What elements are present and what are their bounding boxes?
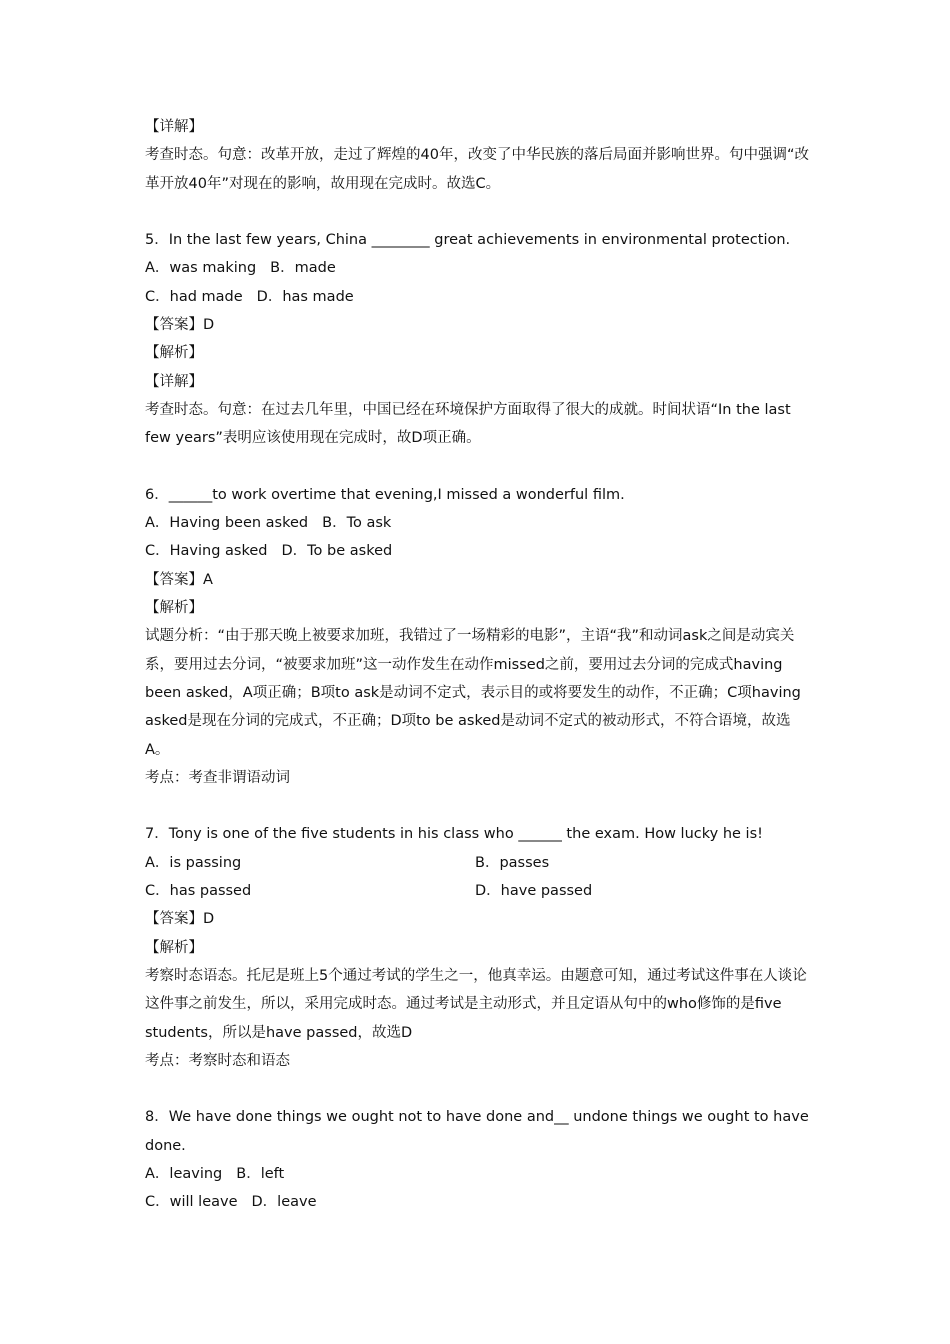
- options-row: [145, 509, 810, 537]
- option-a: A．Having been asked: [145, 515, 309, 532]
- explanation-text: 试题分析：“由于那天晚上被要求加班，我错过了一场精彩的电影”，主语“我”和动词ask之间是动宾关系，要用过去分词，“被要求加班”这一动作发生在动作missed之前，要用过去分词的完成式having been asked，A项正确；B项to ask是动词不定式，表示目的或将要发生的动作，不正确；C项having asked是现在分词的完成式，不正确；D项to be asked是动词不定式的被动形式，不符合语境，故选A。: [145, 628, 801, 758]
- option-b: B．left: [236, 1165, 285, 1182]
- answer-line: 【答案】D: [145, 911, 215, 928]
- option-d: D．has made: [256, 288, 354, 305]
- analysis-label: 【解析】: [145, 939, 203, 956]
- explanation-text: 考查时态。句意：改革开放，走过了辉煌的40年，改变了中华民族的落后局面并影响世界。句中强调“改革开放40年”对现在的影响，故用现在完成时。故选C。: [145, 147, 809, 192]
- kaodian-line: 考点：考察时态和语态: [145, 1052, 290, 1069]
- analysis-label: 【解析】: [145, 345, 203, 362]
- explanation-text: 考察时态语态。托尼是班上5个通过考试的学生之一，他真幸运。由题意可知，通过考试这件事在人谈论这件事之前发生，所以，采用完成时态。通过考试是主动形式，并且定语从句中的who修饰的是five students，所以是have passed，故选D: [145, 967, 807, 1041]
- options-row: [145, 283, 810, 311]
- option-d: D．To be asked: [281, 543, 393, 560]
- options-row: [145, 1188, 810, 1216]
- answer-blank: ______: [518, 826, 562, 843]
- option-a: A．is passing: [145, 854, 242, 871]
- kaodian-line: 考点：考查非谓语动词: [145, 769, 290, 786]
- question-stem: 7．Tony is one of the five students in his class who ______ the exam. How lucky he is!: [145, 826, 763, 843]
- detail-label: 【详解】: [145, 373, 203, 390]
- explanation-text: 考查时态。句意：在过去几年里，中国已经在环境保护方面取得了很大的成就。时间状语“In the last few years”表明应该使用现在完成时，故D项正确。: [145, 401, 791, 447]
- answer-blank: __: [554, 1109, 569, 1126]
- question-stem: 5．In the last few years, China ________ great achievements in environmental protection.: [145, 232, 791, 249]
- option-d: D．leave: [251, 1194, 317, 1211]
- answer-blank: ________: [371, 232, 430, 249]
- option-c: C．has passed: [145, 883, 252, 900]
- answer-line: 【答案】A: [145, 571, 213, 588]
- document-page: [145, 113, 810, 1217]
- option-d: D．have passed: [475, 883, 593, 900]
- detail-label: 【详解】: [145, 119, 203, 135]
- options-row: [145, 537, 810, 565]
- options-row: [145, 1160, 810, 1188]
- question-stem: 8．We have done things we ought not to have done and__ undone things we ought to have done.: [145, 1109, 809, 1154]
- options-row: [145, 877, 810, 905]
- question-stem: 6．______to work overtime that evening,I missed a wonderful film.: [145, 486, 625, 503]
- option-b: B．made: [270, 260, 336, 277]
- option-c: C．will leave: [145, 1194, 238, 1211]
- analysis-label: 【解析】: [145, 600, 203, 617]
- option-b: B．passes: [475, 854, 550, 871]
- option-a: A．was making: [145, 260, 257, 277]
- options-row: [145, 254, 810, 282]
- option-b: B．To ask: [322, 515, 392, 532]
- option-c: C．Having asked: [145, 543, 268, 560]
- answer-blank: ______: [168, 486, 213, 503]
- answer-line: 【答案】D: [145, 317, 215, 334]
- option-c: C．had made: [145, 288, 243, 305]
- option-a: A．leaving: [145, 1165, 223, 1182]
- options-row: [145, 849, 810, 877]
